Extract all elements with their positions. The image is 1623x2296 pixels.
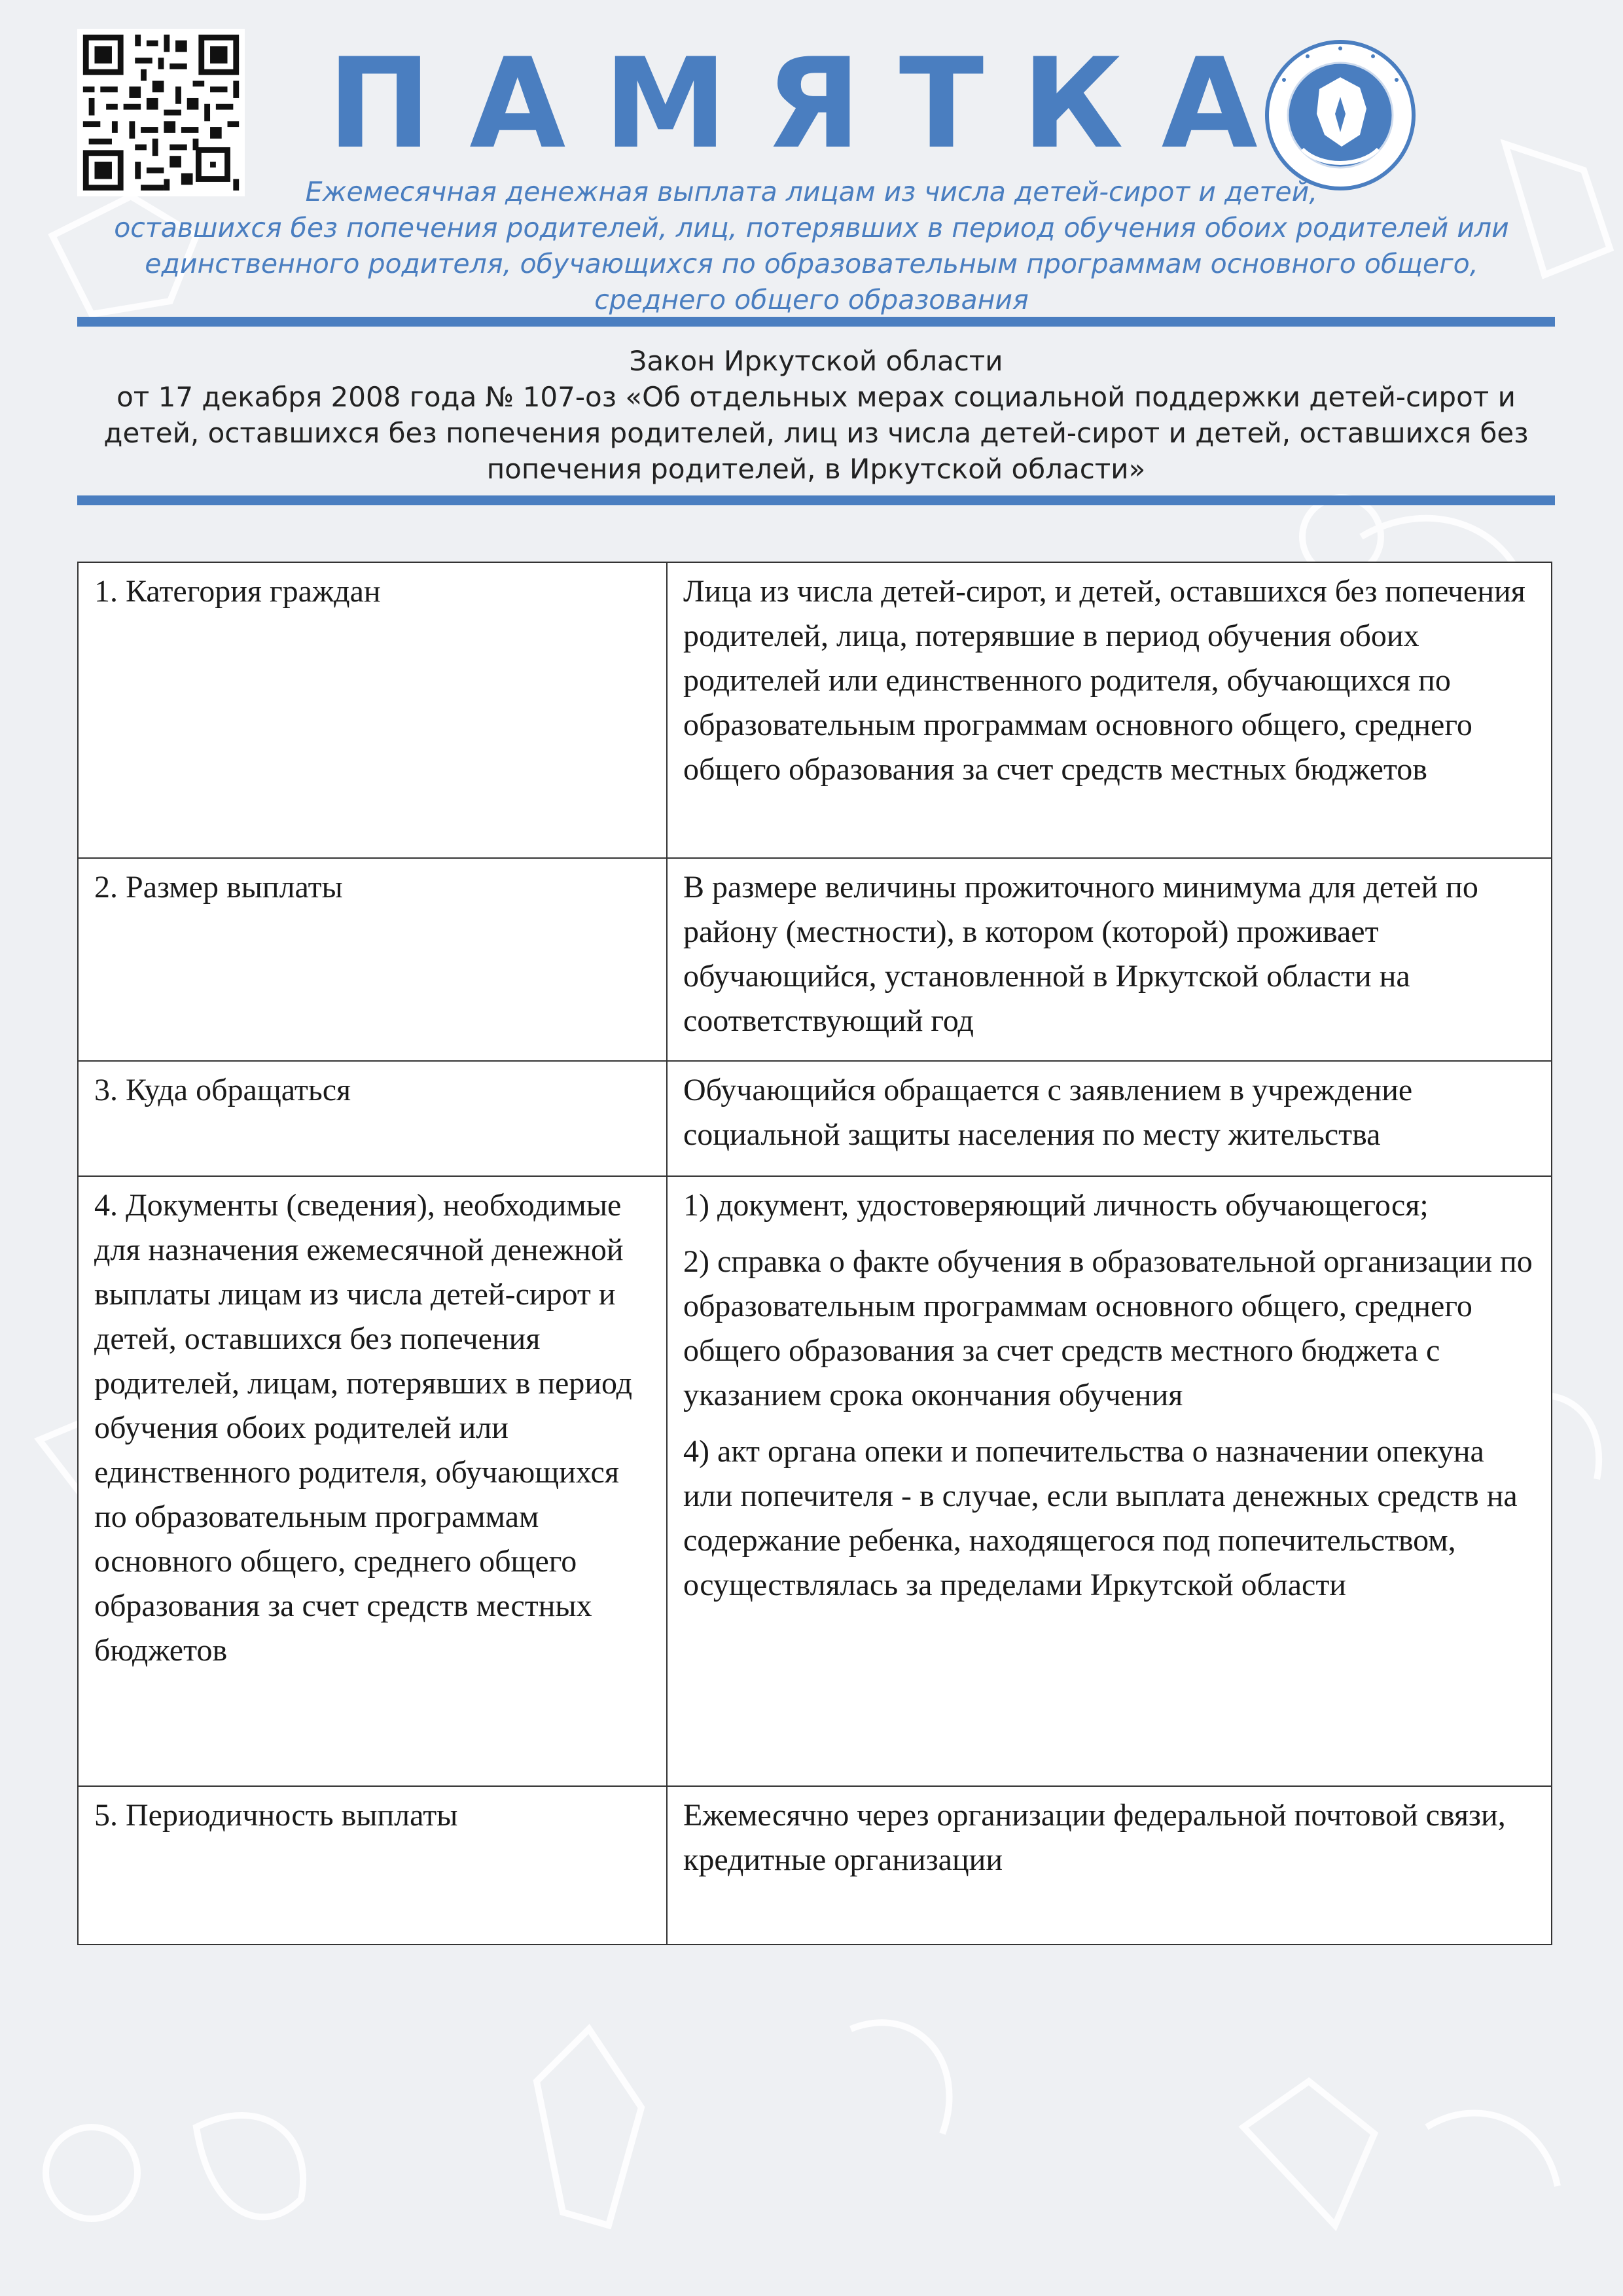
law-line: детей, оставшихся без попечения родителей, лиц из числа детей-сирот и детей, оставшихся без: [103, 417, 1529, 449]
table-row: [78, 1061, 1552, 1176]
subtitle: [92, 174, 1531, 318]
divider-top: [77, 317, 1555, 327]
subtitle-line: единственного родителя, обучающихся по образовательным программам основного общего,: [145, 248, 1478, 279]
row-paragraph: В размере величины прожиточного минимума для детей по району (местности), в котором (которой) проживает обучающийся, установленной в Иркутской области на соответствующий год: [683, 870, 1478, 1038]
row-paragraph: 4) акт органа опеки и попечительства о назначении опекуна или попечителя - в случае, если выплата денежных средств на содержание ребенка, находящегося под попечительством, осуществлялась за пределами Иркутской области: [683, 1434, 1518, 1602]
table-row: [78, 858, 1552, 1061]
law-line: Закон Иркутской области: [629, 345, 1003, 377]
page-title: ПАМЯТКА: [327, 31, 1296, 176]
row-paragraph: Лица из числа детей-сирот, и детей, оставшихся без попечения родителей, лица, потерявшие в период обучения обоих родителей или единственного родителя, обучающихся по образовательным программам основного общего, среднего общего образования за счет средств местных бюджетов: [683, 574, 1525, 787]
law-reference: [77, 343, 1555, 487]
row-label: 1. Категория граждан: [78, 562, 667, 858]
row-value: [667, 1061, 1552, 1176]
table-row: [78, 562, 1552, 858]
row-value: [667, 1786, 1552, 1945]
row-value: [667, 562, 1552, 858]
table-row: [78, 1176, 1552, 1786]
row-paragraph: Ежемесячно через организации федеральной почтовой связи, кредитные организации: [683, 1798, 1506, 1877]
row-label: 3. Куда обращаться: [78, 1061, 667, 1176]
table-row: [78, 1786, 1552, 1945]
row-label: 4. Документы (сведения), необходимые для назначения ежемесячной денежной выплаты лицам из числа детей-сирот и детей, оставшихся без попечения родителей, лицам, потерявших в период обучения обоих родителей или единственного родителя, обучающихся по образовательным программам основного общего, среднего общего образования за счет средств местных бюджетов: [78, 1176, 667, 1786]
row-paragraph: 1) документ, удостоверяющий личность обучающегося;: [683, 1188, 1429, 1223]
row-label: 2. Размер выплаты: [78, 858, 667, 1061]
subtitle-line: Ежемесячная денежная выплата лицам из числа детей-сирот и детей,: [305, 176, 1318, 207]
divider-bottom: [77, 495, 1555, 505]
row-value: [667, 1176, 1552, 1786]
row-paragraph: 2) справка о факте обучения в образовательной организации по образовательным программам основного общего, среднего общего образования за счет средств местного бюджета с указанием срока окончания обучения: [683, 1244, 1533, 1412]
qr-code-icon: [77, 29, 245, 196]
law-line: попечения родителей, в Иркутской области»: [486, 453, 1146, 485]
row-paragraph: Обучающийся обращается с заявлением в учреждение социальной защиты населения по месту жительства: [683, 1073, 1413, 1152]
row-value: [667, 858, 1552, 1061]
info-table: [77, 562, 1552, 1945]
row-label: 5. Периодичность выплаты: [78, 1786, 667, 1945]
law-line: от 17 декабря 2008 года № 107-оз «Об отдельных мерах социальной поддержки детей-сирот и: [116, 381, 1516, 413]
subtitle-line: оставшихся без попечения родителей, лиц, потерявших в период обучения обоих родителей или: [114, 212, 1509, 243]
subtitle-line: среднего общего образования: [594, 284, 1029, 315]
